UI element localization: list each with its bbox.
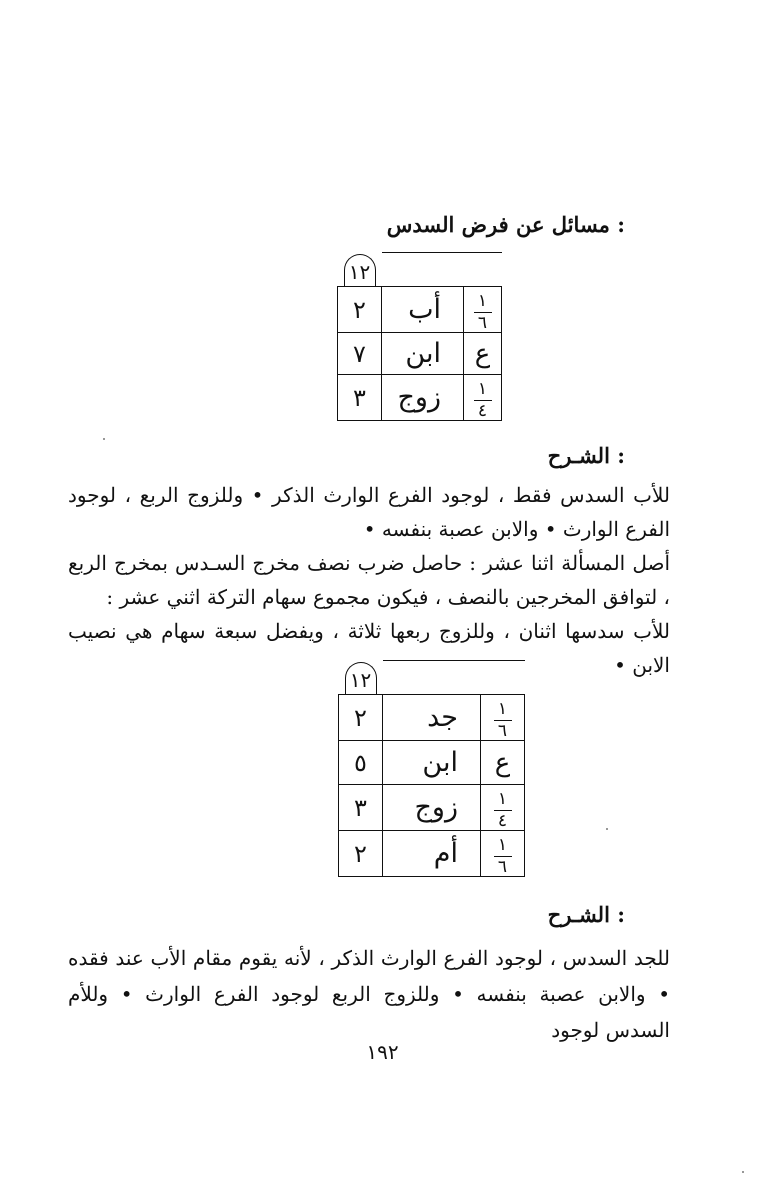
heir-name: زوج bbox=[382, 375, 464, 421]
heir-count: ٧ bbox=[338, 333, 382, 375]
heir-name: ابن bbox=[382, 333, 464, 375]
table-row bbox=[338, 287, 502, 333]
heir-share: $\frac{١}{٦}$ bbox=[481, 695, 525, 741]
speck bbox=[742, 1171, 744, 1173]
paragraph: أصل المسألة اثنا عشر : حاصل ضرب نصف مخرج السـدس بمخرج الربع ، لتوافق المخرجين بالنصف ، فيكون مجموع سهام التركة اثني عشر : bbox=[68, 551, 670, 609]
heir-share: $\frac{١}{٦}$ bbox=[464, 287, 502, 333]
table-row bbox=[338, 375, 502, 421]
paragraph: للجد السدس ، لوجود الفرع الوارث الذكر ، لأنه يقوم مقام الأب عند فقده • والابن عصبة بنفسه • وللزوج الربع لوجود الفرع الوارث • وللأم السدس لوجود bbox=[68, 946, 670, 1042]
heir-name: جد bbox=[383, 695, 481, 741]
heir-share: ع bbox=[481, 741, 525, 785]
heir-share: ع bbox=[464, 333, 502, 375]
heir-count: ٣ bbox=[338, 375, 382, 421]
heir-count: ٢ bbox=[339, 695, 383, 741]
inheritance-table-1 bbox=[337, 252, 502, 421]
explanation-text bbox=[68, 478, 670, 682]
table-row bbox=[339, 741, 525, 785]
inheritance-table-2 bbox=[338, 660, 525, 877]
heir-share: $\frac{١}{٦}$ bbox=[481, 831, 525, 877]
table-total: ١٢ bbox=[345, 662, 377, 694]
explanation-text bbox=[68, 940, 670, 1048]
page-number: ١٩٢ bbox=[366, 1040, 399, 1064]
heir-name: زوج bbox=[383, 785, 481, 831]
heir-name: ابن bbox=[383, 741, 481, 785]
heir-count: ٥ bbox=[339, 741, 383, 785]
heir-count: ٢ bbox=[338, 287, 382, 333]
table-total-cell bbox=[338, 253, 382, 287]
explanation-label: الشـرح : bbox=[547, 443, 625, 468]
section-heading: مسائل عن فرض السدس : bbox=[386, 212, 625, 237]
table-total: ١٢ bbox=[344, 254, 376, 286]
heir-share: $\frac{١}{٤}$ bbox=[481, 785, 525, 831]
heir-count: ٢ bbox=[339, 831, 383, 877]
heir-count: ٣ bbox=[339, 785, 383, 831]
table-row bbox=[339, 695, 525, 741]
paragraph: للأب سدسها اثنان ، وللزوج ربعها ثلاثة ، ويفضل سبعة سهام هي نصيب الابن • bbox=[68, 619, 670, 677]
heir-name: أب bbox=[382, 287, 464, 333]
speck bbox=[103, 438, 105, 440]
table-total-cell bbox=[339, 661, 383, 695]
table-row bbox=[338, 333, 502, 375]
table-row bbox=[339, 785, 525, 831]
heir-share: $\frac{١}{٤}$ bbox=[464, 375, 502, 421]
paragraph: للأب السدس فقط ، لوجود الفرع الوارث الذكر • وللزوج الربع ، لوجود الفرع الوارث • والابن عصبة بنفسه • bbox=[68, 483, 670, 541]
speck bbox=[606, 828, 608, 830]
table-row bbox=[339, 831, 525, 877]
explanation-label: الشـرح : bbox=[547, 902, 625, 927]
heir-name: أم bbox=[383, 831, 481, 877]
